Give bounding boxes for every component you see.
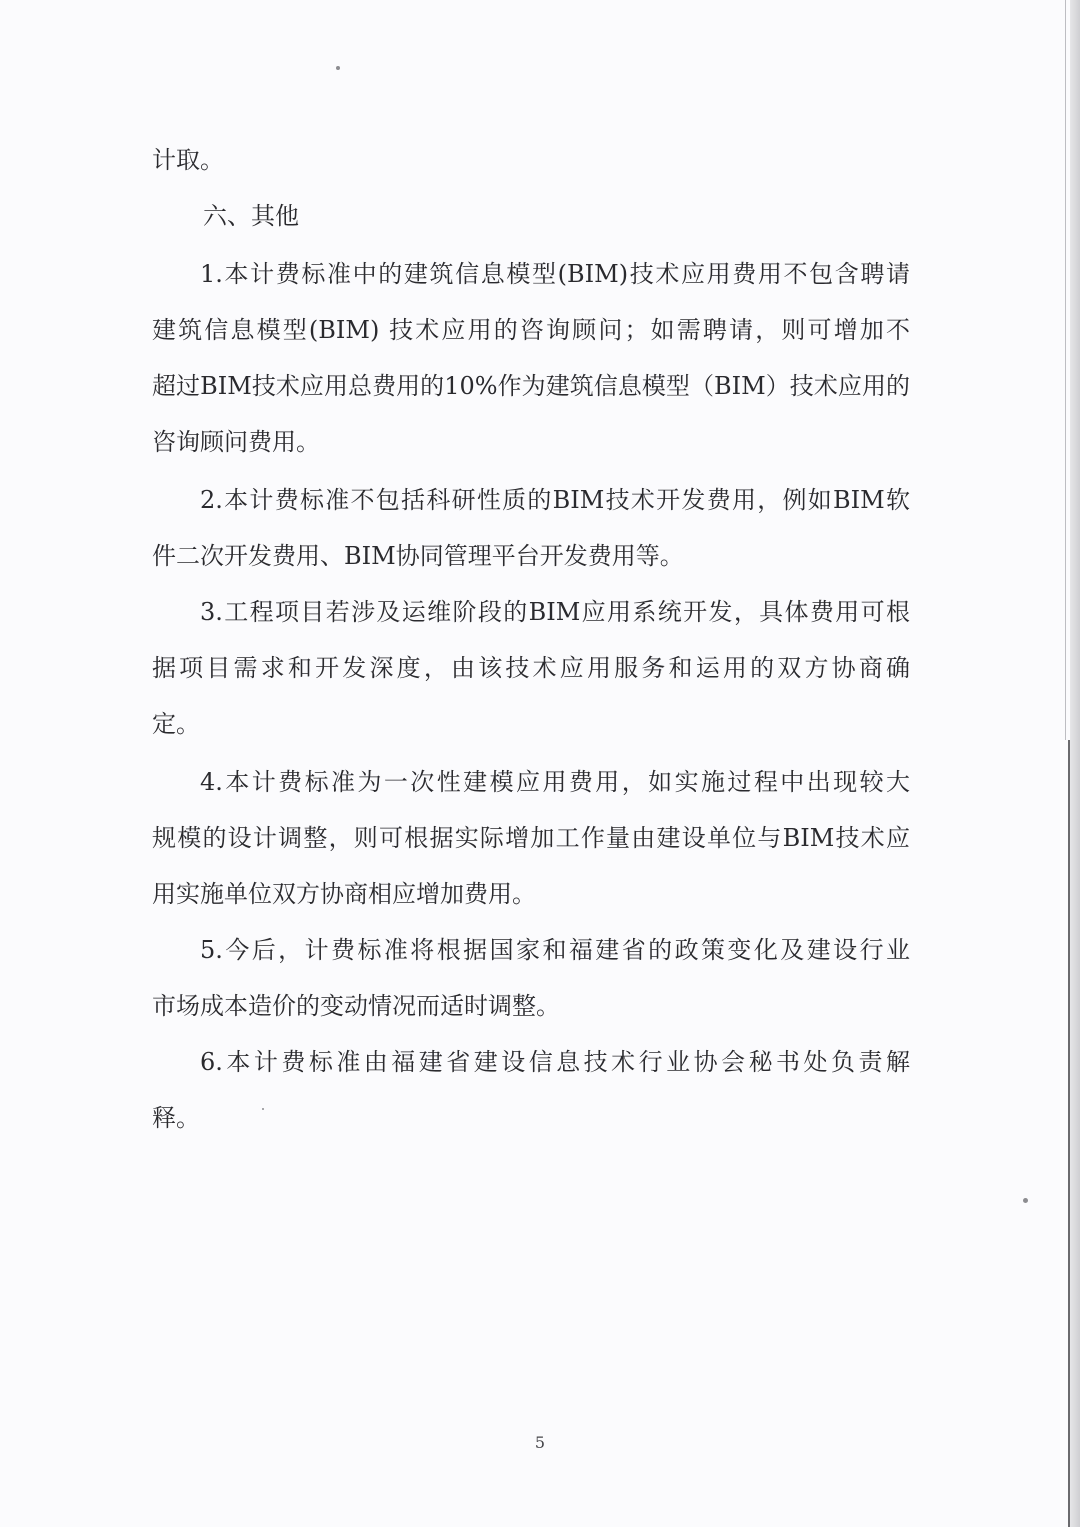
paragraph-1-line-1: 1.本计费标准中的建筑信息模型(BIM)技术应用费用不包含聘请 [200, 260, 910, 288]
scan-edge-shadow-top [1065, 0, 1066, 740]
page-number: 5 [534, 1433, 546, 1452]
scan-edge-shadow [1068, 740, 1070, 1527]
paragraph-5-line-2: 市场成本造价的变动情况而适时调整。 [152, 992, 560, 1020]
paragraph-2-line-1: 2.本计费标准不包括科研性质的BIM技术开发费用，例如BIM软 [200, 486, 910, 514]
paragraph-2-line-2: 件二次开发费用、BIM协同管理平台开发费用等。 [152, 542, 684, 570]
paragraph-5-line-1: 5.今后，计费标准将根据国家和福建省的政策变化及建设行业 [200, 936, 910, 964]
section-heading: 六、其他 [203, 202, 299, 230]
paragraph-4-line-1: 4.本计费标准为一次性建模应用费用，如实施过程中出现较大 [200, 768, 910, 796]
scan-edge [1070, 0, 1080, 1527]
paragraph-4-line-2: 规模的设计调整，则可根据实际增加工作量由建设单位与BIM技术应 [152, 824, 910, 852]
scan-speck [336, 66, 340, 70]
scan-speck [262, 1108, 264, 1110]
paragraph-3-line-2: 据项目需求和开发深度，由该技术应用服务和运用的双方协商确 [152, 654, 910, 682]
paragraph-3-line-1: 3.工程项目若涉及运维阶段的BIM应用系统开发，具体费用可根 [200, 598, 910, 626]
text-line: 计取。 [152, 146, 224, 174]
paragraph-6-line-1: 6.本计费标准由福建省建设信息技术行业协会秘书处负责解 [200, 1048, 910, 1076]
paragraph-4-line-3: 用实施单位双方协商相应增加费用。 [152, 880, 536, 908]
paragraph-1-line-2: 建筑信息模型(BIM) 技术应用的咨询顾问；如需聘请，则可增加不 [152, 316, 910, 344]
paragraph-3-line-3: 定。 [152, 710, 200, 738]
scan-speck [1023, 1198, 1028, 1203]
paragraph-1-line-4: 咨询顾问费用。 [152, 428, 320, 456]
paragraph-1-line-3: 超过BIM技术应用总费用的10%作为建筑信息模型（BIM）技术应用的 [152, 372, 910, 400]
paragraph-6-line-2: 释。 [152, 1104, 200, 1132]
